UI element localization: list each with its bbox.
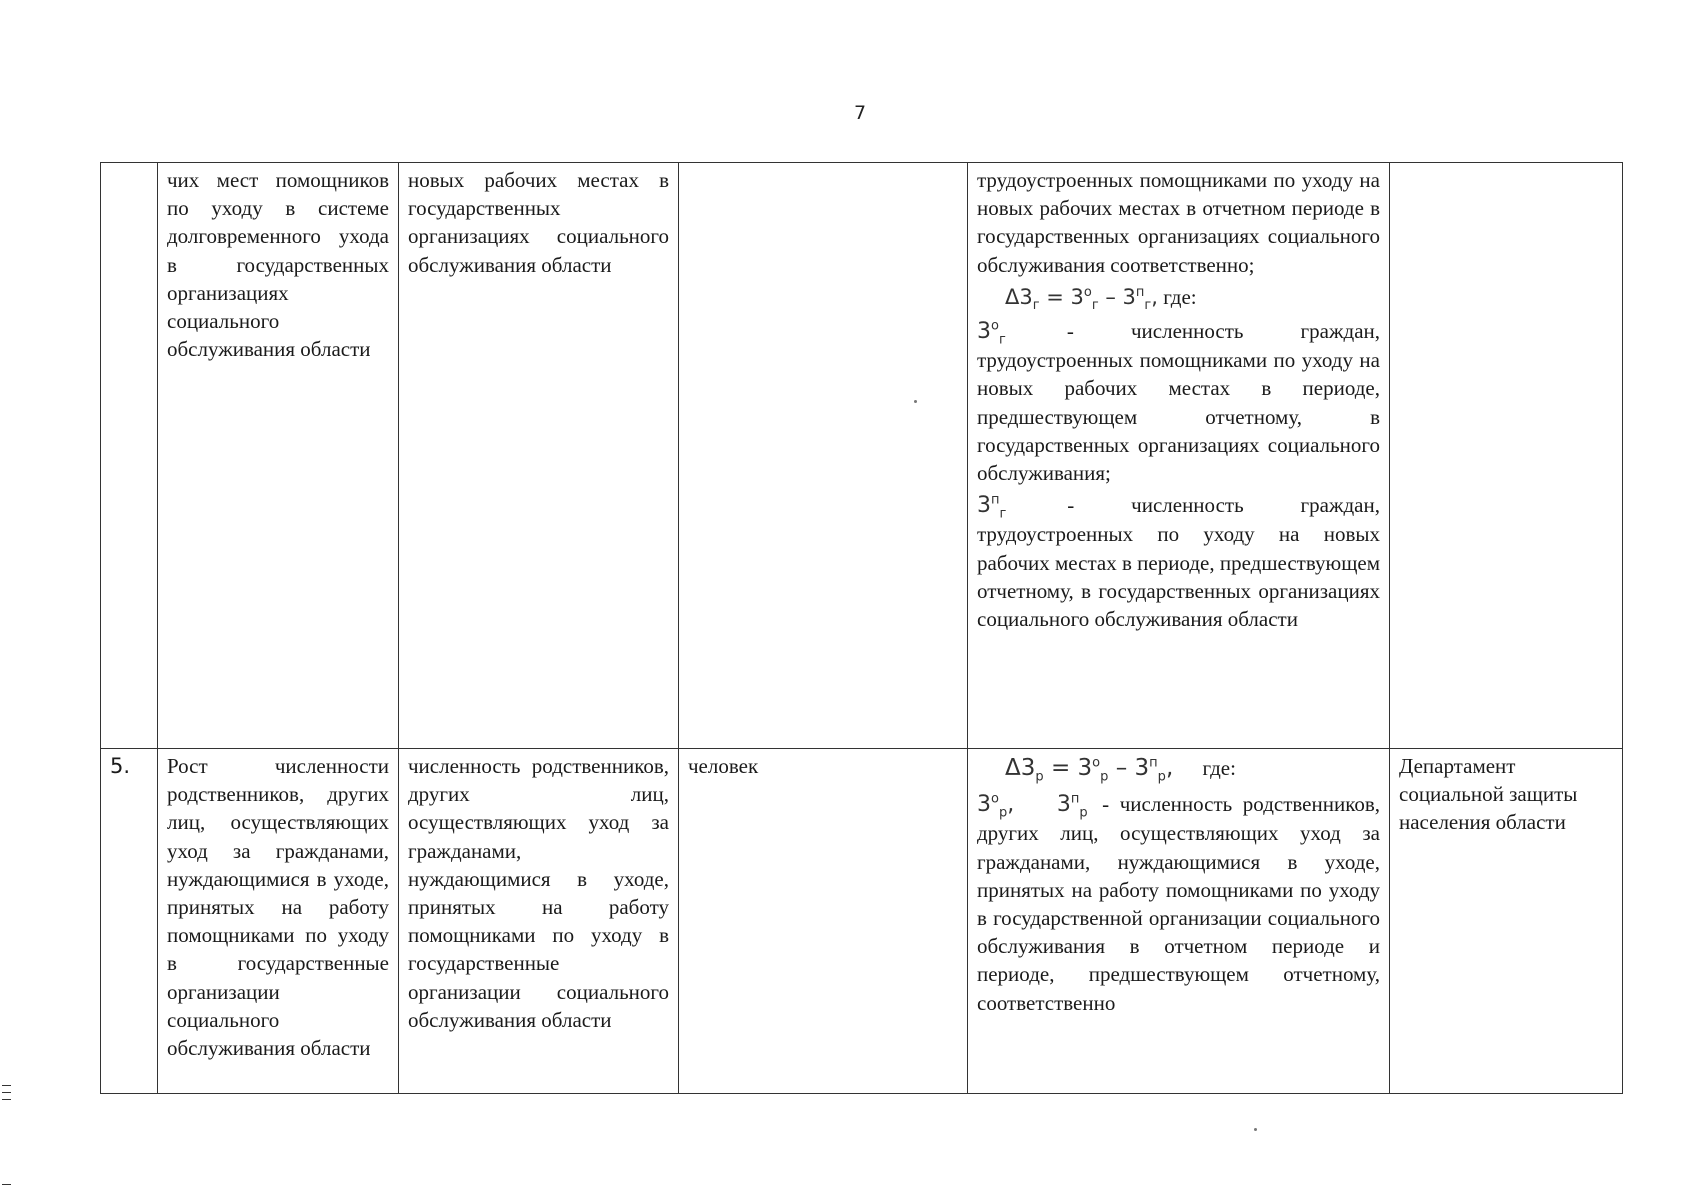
scan-speck [914, 400, 917, 403]
symbol-z-r-o: $3^о_р$, [977, 791, 1015, 821]
margin-mark [2, 1085, 11, 1086]
margin-mark [2, 1099, 11, 1100]
unit-cell: человек [679, 749, 968, 1094]
method-intro: трудоустроенных помощниками по уходу на новых рабочих местах в отчетном периоде в государственных организациях социального обслуживания соответственно; [977, 168, 1380, 277]
formula: $\Delta 3_р = 3^о_р - 3^п_р$, [1005, 755, 1174, 785]
indicator-cell: Рост численности родственников, других лиц, осуществляющих уход за гражданами, нуждающимися в уходе, принятых на работу помощниками по уходу в государственные организации социального обслуживания области [158, 749, 399, 1094]
scan-speck [1254, 1128, 1257, 1131]
table-row [101, 749, 1623, 1094]
row-number-cell [101, 163, 158, 749]
symbol-definition-2: $3^п_г$ - численность граждан, трудоустроенных по уходу на новых рабочих местах в периоде, предшествующем отчетному, в государственных организациях социального обслуживания области [977, 492, 1380, 632]
formula-line [977, 754, 1380, 785]
symbol-definition: $3^о_р$, $3^п_р$ - численность родственников, других лиц, осуществляющих уход за гражданами, нуждающимися в уходе, принятых на работу помощниками по уходу в государственной организации социального обслуживания в отчетном периоде и периоде, предшествующем отчетному, соответственно [977, 791, 1381, 1015]
indicator-cell: чих мест помощников по уходу в системе долговременного ухода в государственных организациях социального обслуживания области [158, 163, 399, 749]
page-number: 7 [853, 102, 867, 124]
symbol-z-g-p: $3^п_г$ [977, 492, 1007, 522]
symbol-z-r-p: $3^п_р$ [1056, 791, 1088, 821]
unit-cell [679, 163, 968, 749]
symbol-z-g-o: $3^о_г$ [977, 318, 1006, 348]
formula: $\Delta 3_г = 3^о_г - 3^п_г$, [1005, 284, 1158, 313]
definition-cell: новых рабочих местах в государственных организациях социального обслуживания области [399, 163, 679, 749]
formula-where: где: [1163, 284, 1197, 309]
method-cell [968, 163, 1390, 749]
responsible-cell: Департамент социальной защиты населения области [1390, 749, 1623, 1094]
indicators-table [100, 162, 1623, 1094]
formula-line [977, 283, 1380, 311]
row-number-cell: 5. [101, 749, 158, 1094]
margin-mark [2, 1184, 11, 1185]
responsible-cell [1390, 163, 1623, 749]
table-row [101, 163, 1623, 749]
formula-where: где: [1202, 756, 1236, 780]
symbol-definition-1: $3^о_г$ - численность граждан, трудоустроенных помощниками по уходу на новых рабочих местах в периоде, предшествующем отчетному, в государственных организациях социального обслуживания; [977, 318, 1380, 486]
method-cell [968, 749, 1390, 1094]
definition-cell: численность родственников, других лиц, осуществляющих уход за гражданами, нуждающимися в уходе, принятых на работу помощниками по уходу в государственные организации социального обслуживания области [399, 749, 679, 1094]
margin-mark [2, 1092, 11, 1093]
